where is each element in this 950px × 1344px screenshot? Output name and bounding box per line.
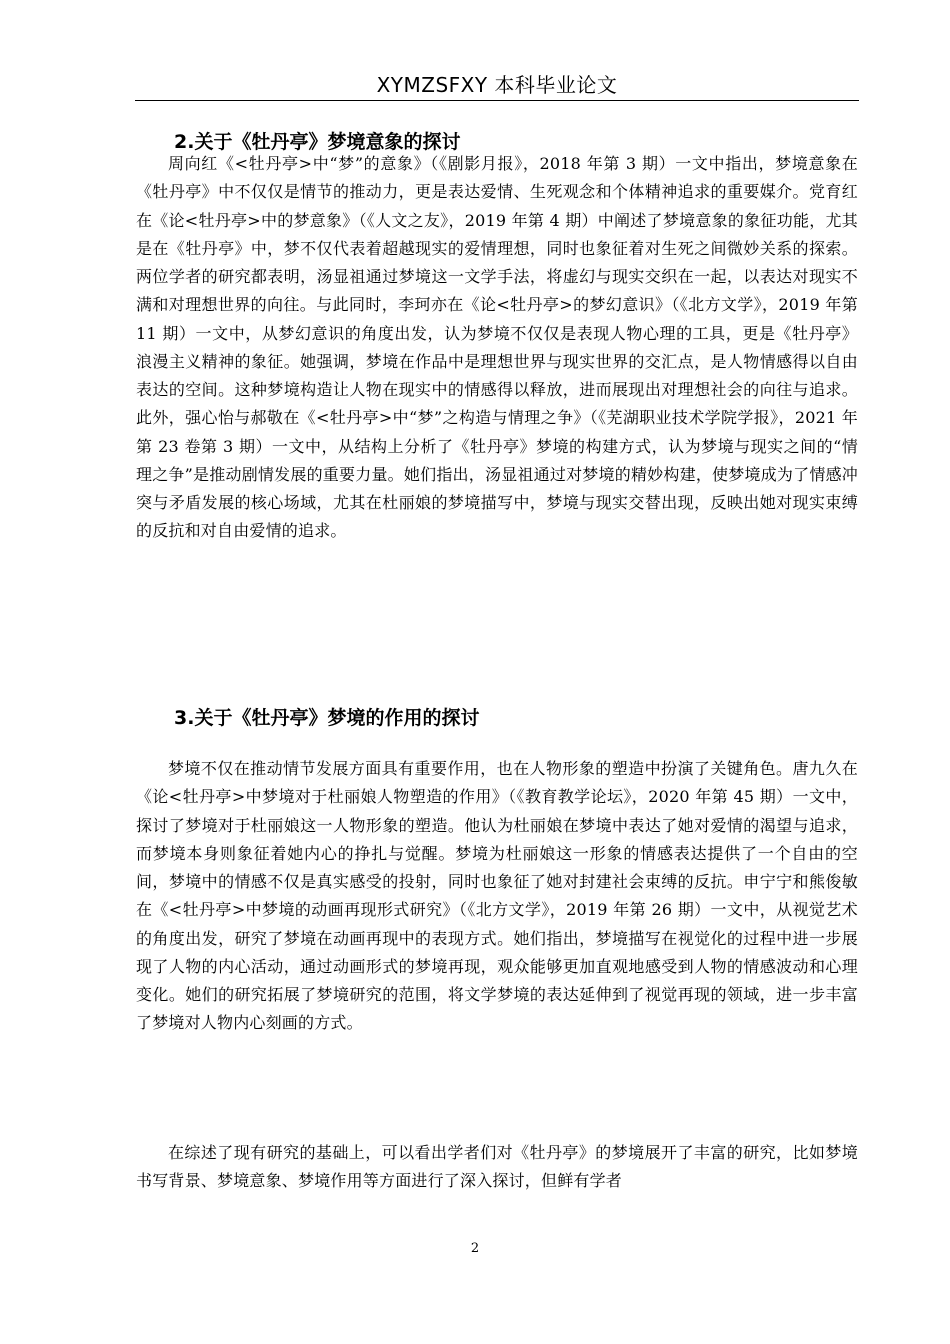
paragraph-summary: 在综述了现有研究的基础上，可以看出学者们对《牡丹亭》的梦境展开了丰富的研究，比如梦境书写背景、梦境意象、梦境作用等方面进行了深入探讨，但鲜有学者: [136, 1143, 858, 1191]
page-header: XYMZSFXY 本科毕业论文: [376, 73, 618, 97]
paragraph-dream-function: 梦境不仅在推动情节发展方面具有重要作用，也在人物形象的塑造中扮演了关键角色。唐九久在《论<牡丹亭>中梦境对于杜丽娘人物塑造的作用》（《教育教学论坛》，2020 年第 45 期）一文中，探讨了梦境对于杜丽娘这一人物形象的塑造。他认为杜丽娘在梦境中表达了她对爱情的渴望与追求，而梦境本身则象征着她内心的挣扎与觉醒。梦境为杜丽娘这一形象的情感表达提供了一个自由的空间，梦境中的情感不仅是真实感受的投射，同时也象征了她对封建社会束缚的反抗。申宁宁和熊俊敏在《<牡丹亭>中梦境的动画再现形式研究》（《北方文学》，2019 年第 26 期）一文中，从视觉艺术的角度出发，研究了梦境在动画再现中的表现方式。她们指出，梦境描写在视觉化的过程中进一步展现了人物的内心活动，通过动画形式的梦境再现，观众能够更加直观地感受到人物的情感波动和心理变化。她们的研究拓展了梦境研究的范围，将文学梦境的表达延伸到了视觉再现的领域，进一步丰富了梦境对人物内心刻画的方式。: [136, 759, 858, 1033]
page-number: 2: [470, 1241, 480, 1256]
section-heading-dream-function: 3.关于《牡丹亭》梦境的作用的探讨: [174, 707, 480, 729]
paragraph-dream-imagery: 周向红《<牡丹亭>中“梦”的意象》（《剧影月报》，2018 年第 3 期）一文中指出，梦境意象在《牡丹亭》中不仅仅是情节的推动力，更是表达爱情、生死观念和个体精神追求的重要媒介。党育红在《论<牡丹亭>中的梦意象》（《人文之友》，2019 年第 4 期）中阐述了梦境意象的象征功能，尤其是在《牡丹亭》中，梦不仅代表着超越现实的爱情理想，同时也象征着对生死之间微妙关系的探索。两位学者的研究都表明，汤显祖通过梦境这一文学手法，将虚幻与现实交织在一起，以表达对现实不满和对理想世界的向往。与此同时，李珂亦在《论<牡丹亭>的梦幻意识》（《北方文学》，2019 年第 11 期）一文中，从梦幻意识的角度出发，认为梦境不仅仅是表现人物心理的工具，更是《牡丹亭》浪漫主义精神的象征。她强调，梦境在作品中是理想世界与现实世界的交汇点，是人物情感得以自由表达的空间。这种梦境构造让人物在现实中的情感得以释放，进而展现出对理想社会的向往与追求。此外，强心怡与郝敬在《<牡丹亭>中“梦”之构造与情理之争》（《芜湖职业技术学院学报》，2021 年第 23 卷第 3 期）一文中，从结构上分析了《牡丹亭》梦境的构建方式，认为梦境与现实之间的“情理之争”是推动剧情发展的重要力量。她们指出，汤显祖通过对梦境的精妙构建，使梦境成为了情感冲突与矛盾发展的核心场域，尤其在杜丽娘的梦境描写中，梦境与现实交替出现，反映出她对现实束缚的反抗和对自由爱情的追求。: [136, 154, 858, 541]
section-heading-dream-imagery: 2.关于《牡丹亭》梦境意象的探讨: [174, 131, 461, 153]
header-divider: [135, 100, 859, 101]
